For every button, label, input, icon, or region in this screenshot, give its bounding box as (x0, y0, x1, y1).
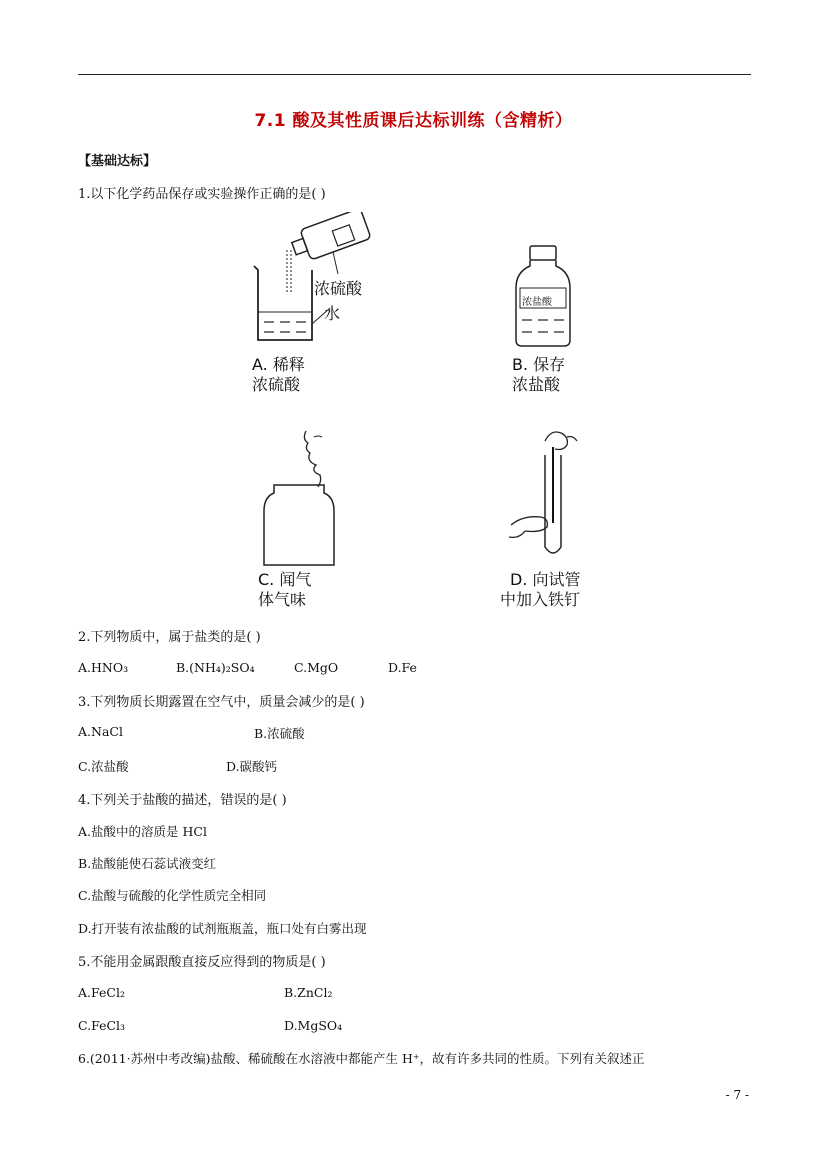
figure-b-caption-line2: 浓盐酸 (512, 375, 561, 394)
page-title: 7.1 酸及其性质课后达标训练（含精析） (254, 111, 573, 131)
question-5-option-d: D.MgSO₄ (284, 1018, 343, 1033)
question-4-option-d: D.打开装有浓盐酸的试剂瓶瓶盖，瓶口处有白雾出现 (78, 921, 367, 936)
figure-d-caption-line2: 中加入铁钉 (500, 590, 581, 609)
page-number: - 7 - (725, 1088, 749, 1102)
question-6-stem: 6.(2011·苏州中考改编)盐酸、稀硫酸在水溶液中都能产生 H⁺，故有许多共同的性质。下列有关叙述正 (78, 1051, 645, 1066)
figure-d-caption-line1: D. 向试管 (510, 570, 581, 589)
question-5-option-c: C.FeCl₃ (78, 1018, 126, 1033)
figure-c-caption-line1: C. 闻气 (258, 570, 312, 589)
figure-c-caption-line2: 体气味 (258, 590, 307, 609)
figure-a-label-water: 水 (324, 304, 341, 323)
figure-a-label-acid: 浓硫酸 (314, 279, 363, 298)
question-5-stem: 5.不能用金属跟酸直接反应得到的物质是( ) (78, 955, 326, 970)
question-4-stem: 4.下列关于盐酸的描述，错误的是( ) (78, 793, 287, 808)
question-4-option-a: A.盐酸中的溶质是 HCl (78, 824, 207, 839)
question-3-option-a: A.NaCl (78, 724, 123, 739)
question-4-option-b: B.盐酸能使石蕊试液变红 (78, 856, 217, 871)
section-heading: 【基础达标】 (78, 154, 157, 169)
question-3-option-d: D.碳酸钙 (226, 759, 278, 774)
question-3-option-b: B.浓硫酸 (254, 726, 305, 741)
question-2-stem: 2.下列物质中，属于盐类的是( ) (78, 630, 261, 645)
figure-d-test-tube-illustration (505, 427, 605, 569)
question-1-stem: 1.以下化学药品保存或实验操作正确的是( ) (78, 187, 326, 202)
question-2-option-a: A.HNO₃ (78, 660, 129, 675)
question-3-option-c: C.浓盐酸 (78, 759, 129, 774)
question-5-option-a: A.FeCl₂ (78, 985, 125, 1000)
question-2-option-d: D.Fe (388, 660, 417, 675)
question-3-stem: 3.下列物质长期露置在空气中，质量会减少的是( ) (78, 695, 365, 710)
question-1-figures (230, 212, 610, 612)
question-2-option-b: B.(NH₄)₂SO₄ (176, 660, 255, 675)
question-4-option-c: C.盐酸与硫酸的化学性质完全相同 (78, 888, 267, 903)
figure-b-bottle-label: 浓盐酸 (522, 297, 552, 308)
figure-c-smell-illustration (260, 427, 350, 567)
header-rule (78, 74, 751, 75)
question-5-option-b: B.ZnCl₂ (284, 985, 333, 1000)
figure-a-caption-line2: 浓硫酸 (252, 375, 301, 394)
question-2-option-c: C.MgO (294, 660, 339, 675)
figure-a-caption-line1: A. 稀释 (252, 355, 305, 374)
figure-b-caption-line1: B. 保存 (512, 355, 566, 374)
